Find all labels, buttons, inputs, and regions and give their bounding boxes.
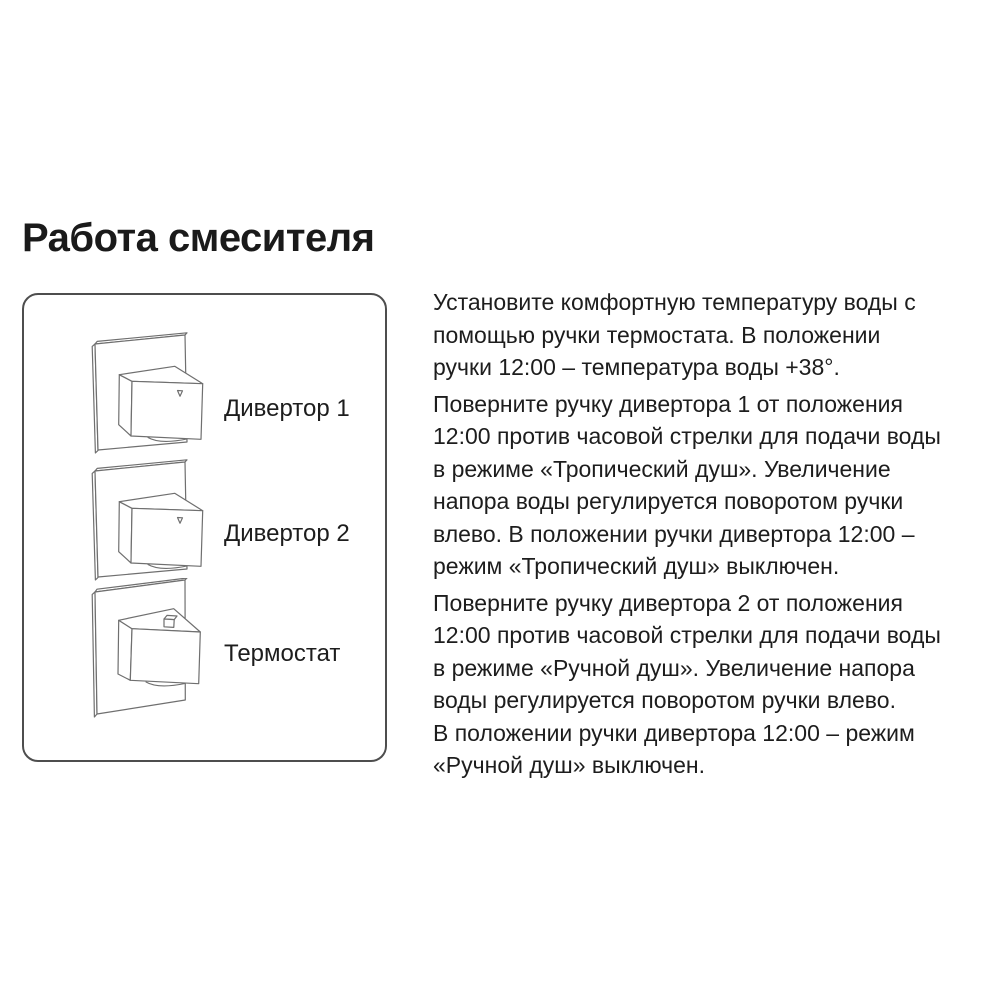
thermostat-label: Термостат <box>224 640 341 667</box>
instruction-paragraph-2 <box>433 388 973 583</box>
instruction-line: напора воды регулируется поворотом ручки <box>433 488 904 514</box>
diverter-1-handle-illustration <box>90 332 215 464</box>
mixer-diagram-panel <box>22 293 387 762</box>
instruction-line: В положении ручки дивертора 12:00 – режим <box>433 719 915 746</box>
instruction-paragraph-3 <box>433 587 973 782</box>
instruction-paragraph-1 <box>433 286 973 384</box>
instruction-line: ручки 12:00 – температура воды +38°. <box>433 354 840 380</box>
instruction-line: Поверните ручку дивертора 1 от положения <box>433 390 903 417</box>
diverter-2-label: Дивертор 2 <box>224 520 350 547</box>
diverter-handle-icon <box>90 459 215 591</box>
instruction-line: влево. В положении ручки дивертора 12:00 – <box>433 520 915 547</box>
instruction-line: в режиме «Тропический душ». Увеличение <box>433 455 891 482</box>
instruction-line: в режиме «Ручной душ». Увеличение напора <box>433 654 915 681</box>
diverter-2-handle-illustration <box>90 459 215 591</box>
instructions-column <box>433 286 973 786</box>
instruction-line: 12:00 против часовой стрелки для подачи воды <box>433 622 941 648</box>
instruction-line: воды регулируется поворотом ручки влево. <box>433 687 896 713</box>
instruction-line: Поверните ручку дивертора 2 от положения <box>433 589 903 616</box>
instruction-line: помощью ручки термостата. В положении <box>433 321 881 348</box>
diverter-1-label: Дивертор 1 <box>224 395 350 422</box>
instruction-line: Установите комфортную температуру воды с <box>433 289 916 315</box>
diverter-handle-icon <box>90 332 215 464</box>
thermostat-handle-icon <box>90 578 215 720</box>
instruction-line: режим «Тропический душ» выключен. <box>433 553 840 579</box>
instruction-line: 12:00 против часовой стрелки для подачи воды <box>433 423 941 449</box>
instruction-line: «Ручной душ» выключен. <box>433 752 706 778</box>
page-title: Работа смесителя <box>22 216 375 260</box>
thermostat-handle-illustration <box>90 578 215 720</box>
